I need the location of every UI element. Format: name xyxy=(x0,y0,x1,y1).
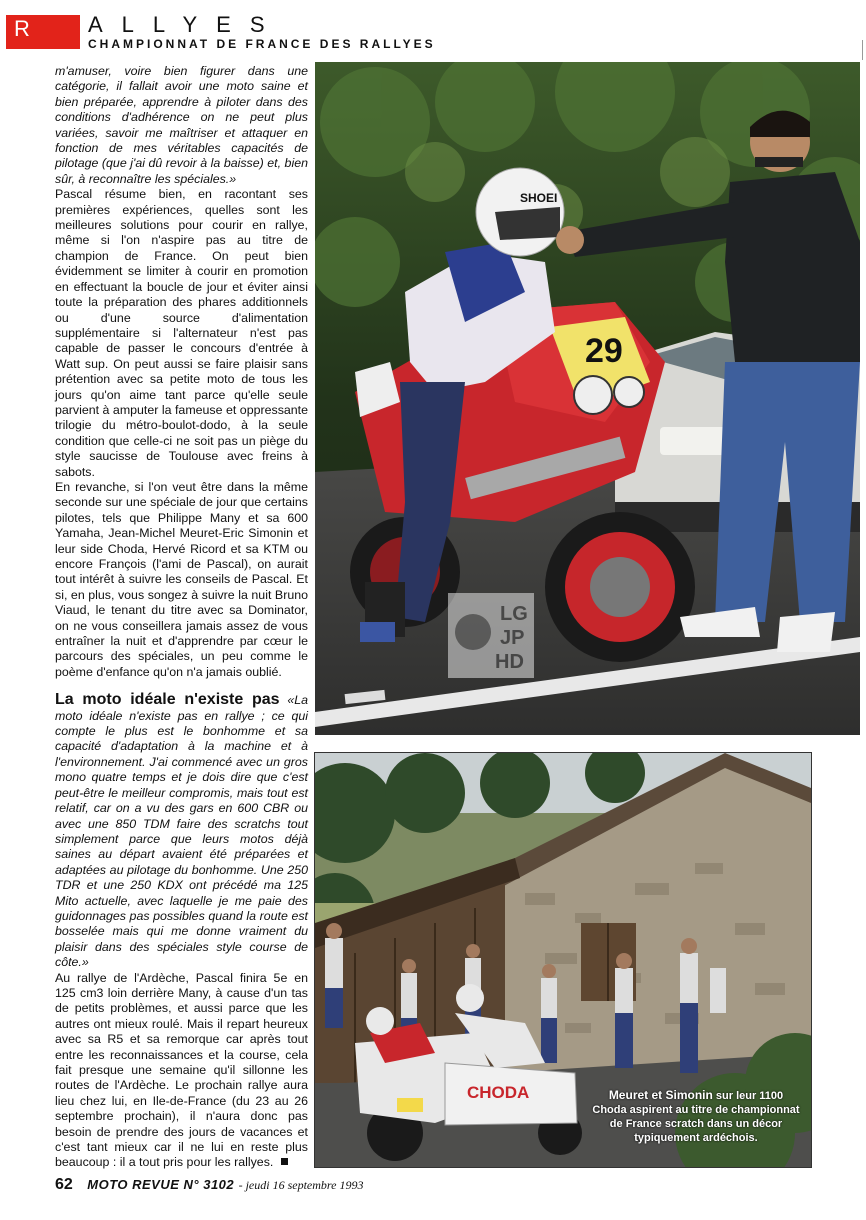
article-paragraph-4-text: «La moto idéale n'existe pas en rallye ; ce qui compte le plus est le bonhomme et sa capacité d'adaptation à la machine et à l'environnement. J'ai commencé avec un gros mono quatre temps et je dois dire que c'est peut-être le meilleur compromis, mais tout est relatif, car on a vu des gars en 600 CBR ou avec une 850 TDM faire des scratchs tout simplement parce que leurs motos déjà saines au départ avaient été préparées et adaptées au pilotage du bonhomme. Une 250 TDR et une 250 KDX ont précédé ma 125 Mito actuelle, avec laquelle je me paie des guidonnages pas possibles quand la route est bosselée mais qui me donne vraiment du plaisir dans des spéciales style course de côte.» xyxy=(55,693,308,970)
watermark-line-1: LG xyxy=(500,603,528,625)
photo-caption xyxy=(591,1088,801,1145)
page-edge-mark xyxy=(862,40,863,60)
watermark-line-3: HD xyxy=(495,651,524,673)
article-paragraph-4 xyxy=(55,692,308,970)
page-footer xyxy=(55,1176,455,1196)
watermark-line-2: JP xyxy=(500,627,525,649)
magazine-issue: MOTO REVUE N° 3102 xyxy=(87,1177,235,1192)
helmet-brand: SHOEI xyxy=(520,191,558,205)
article-paragraph-5 xyxy=(55,971,308,1171)
photo-caption-names: Meuret et Simonin xyxy=(608,1088,713,1102)
photographer-watermark xyxy=(448,593,534,678)
article-paragraph-3: En revanche, si l'on veut être dans la même seconde sur une spéciale de jour que certains pilotes, tels que Philippe Many et sa 600 Yamaha, Jean-Michel Meuret-Eric Simonin et leur side Choda, Hervé Ricord et sa KTM ou encore François (l'ami de Pascal), on aurait tout intérêt à suivre les conseils de Pascal. Et si, en plus, vous songez à suivre la nuit Bruno Viaud, le tenant du titre avec sa Dominator, on ne vous conseillera jamais assez de vous entraîner la nuit et d'apprendre par cœur le parcours des spéciales, un peu comme le poème d'enfance qu'on n'a jamais oublié. xyxy=(55,479,308,679)
page-header xyxy=(0,0,866,56)
article-paragraph-5-text: Au rallye de l'Ardèche, Pascal finira 5e en 125 cm3 loin derrière Many, à cause d'un tas de petits problèmes, et aussi parce que les autres ont mieux roulé. Mais il repart heureux avec sa R5 et sa remorque car après tout entre les reconnaissances et la course, cela fait presque une semaine qu'il sillonne les routes de l'Ardèche. Le prochain rallye aura lieu chez lui, en Ile-de-France (du 23 au 26 septembre prochain), il n'aura donc pas besoin de prendre des jours de vacances et c'est tant mieux car il ne lui en reste plus beaucoup : il a tout pris pour les rallyes. xyxy=(55,970,308,1170)
issue-date: - jeudi 16 septembre 1993 xyxy=(238,1178,364,1192)
section-letter: R xyxy=(14,16,32,41)
section-subtitle: CHAMPIONNAT DE FRANCE DES RALLYES xyxy=(88,37,436,51)
sidecar-brand: CHODA xyxy=(467,1083,530,1102)
end-of-article-mark xyxy=(281,1158,288,1165)
section-tab xyxy=(6,15,80,49)
photo-rider-briefing xyxy=(315,62,860,735)
page-number: 62 xyxy=(55,1176,73,1193)
article-subhead: La moto idéale n'existe pas xyxy=(55,691,280,709)
photo-caption-text: sur leur 1100 Choda aspirent au titre de championnat de France scratch dans un décor typiquement ardéchois. xyxy=(592,1090,800,1144)
article-paragraph-1: m'amuser, voire bien figurer dans une catégorie, il fallait avoir une moto saine et bien préparée, apprendre à piloter dans des conditions d'adhérence on ne peut plus variées, savoir me maîtriser et attaquer en fonction de mes véritables capacités de pilotage (que j'ai dû revoir à la baisse) et, bien sûr, à reconnaître les spéciales.» xyxy=(55,64,308,186)
race-number: 29 xyxy=(585,332,623,370)
photo-rider-briefing-illustration xyxy=(315,62,860,735)
section-title: ALLYES xyxy=(88,12,284,37)
article-paragraph-2: Pascal résume bien, en racontant ses premières expériences, quelles sont les meilleures solutions pour courir en rallye, même si l'on n'aspire pas au titre de champion de France. On peut bien évidemment se limiter à courir en promotion en effectuant la boucle de jour et éviter ainsi toute la préparation des phares additionnels ou d'une source d'alimentation supplémentaire si l'alternateur n'est pas capable de passer le concours d'entrée à Watt sup. On peut aussi se faire plaisir sans prétention avec sa petite moto de tous les jours qu'on aime tant parce qu'elle seule parvient à amputer la fameuse et oppressante trilogie du métro-boulot-dodo, à la seule condition que celle-ci ne soit pas un piège du style saucisse de Toulouse avec freins à sabots. xyxy=(55,187,308,479)
photo-sidecar-stone-house xyxy=(315,753,811,1167)
article-column xyxy=(55,64,308,1171)
